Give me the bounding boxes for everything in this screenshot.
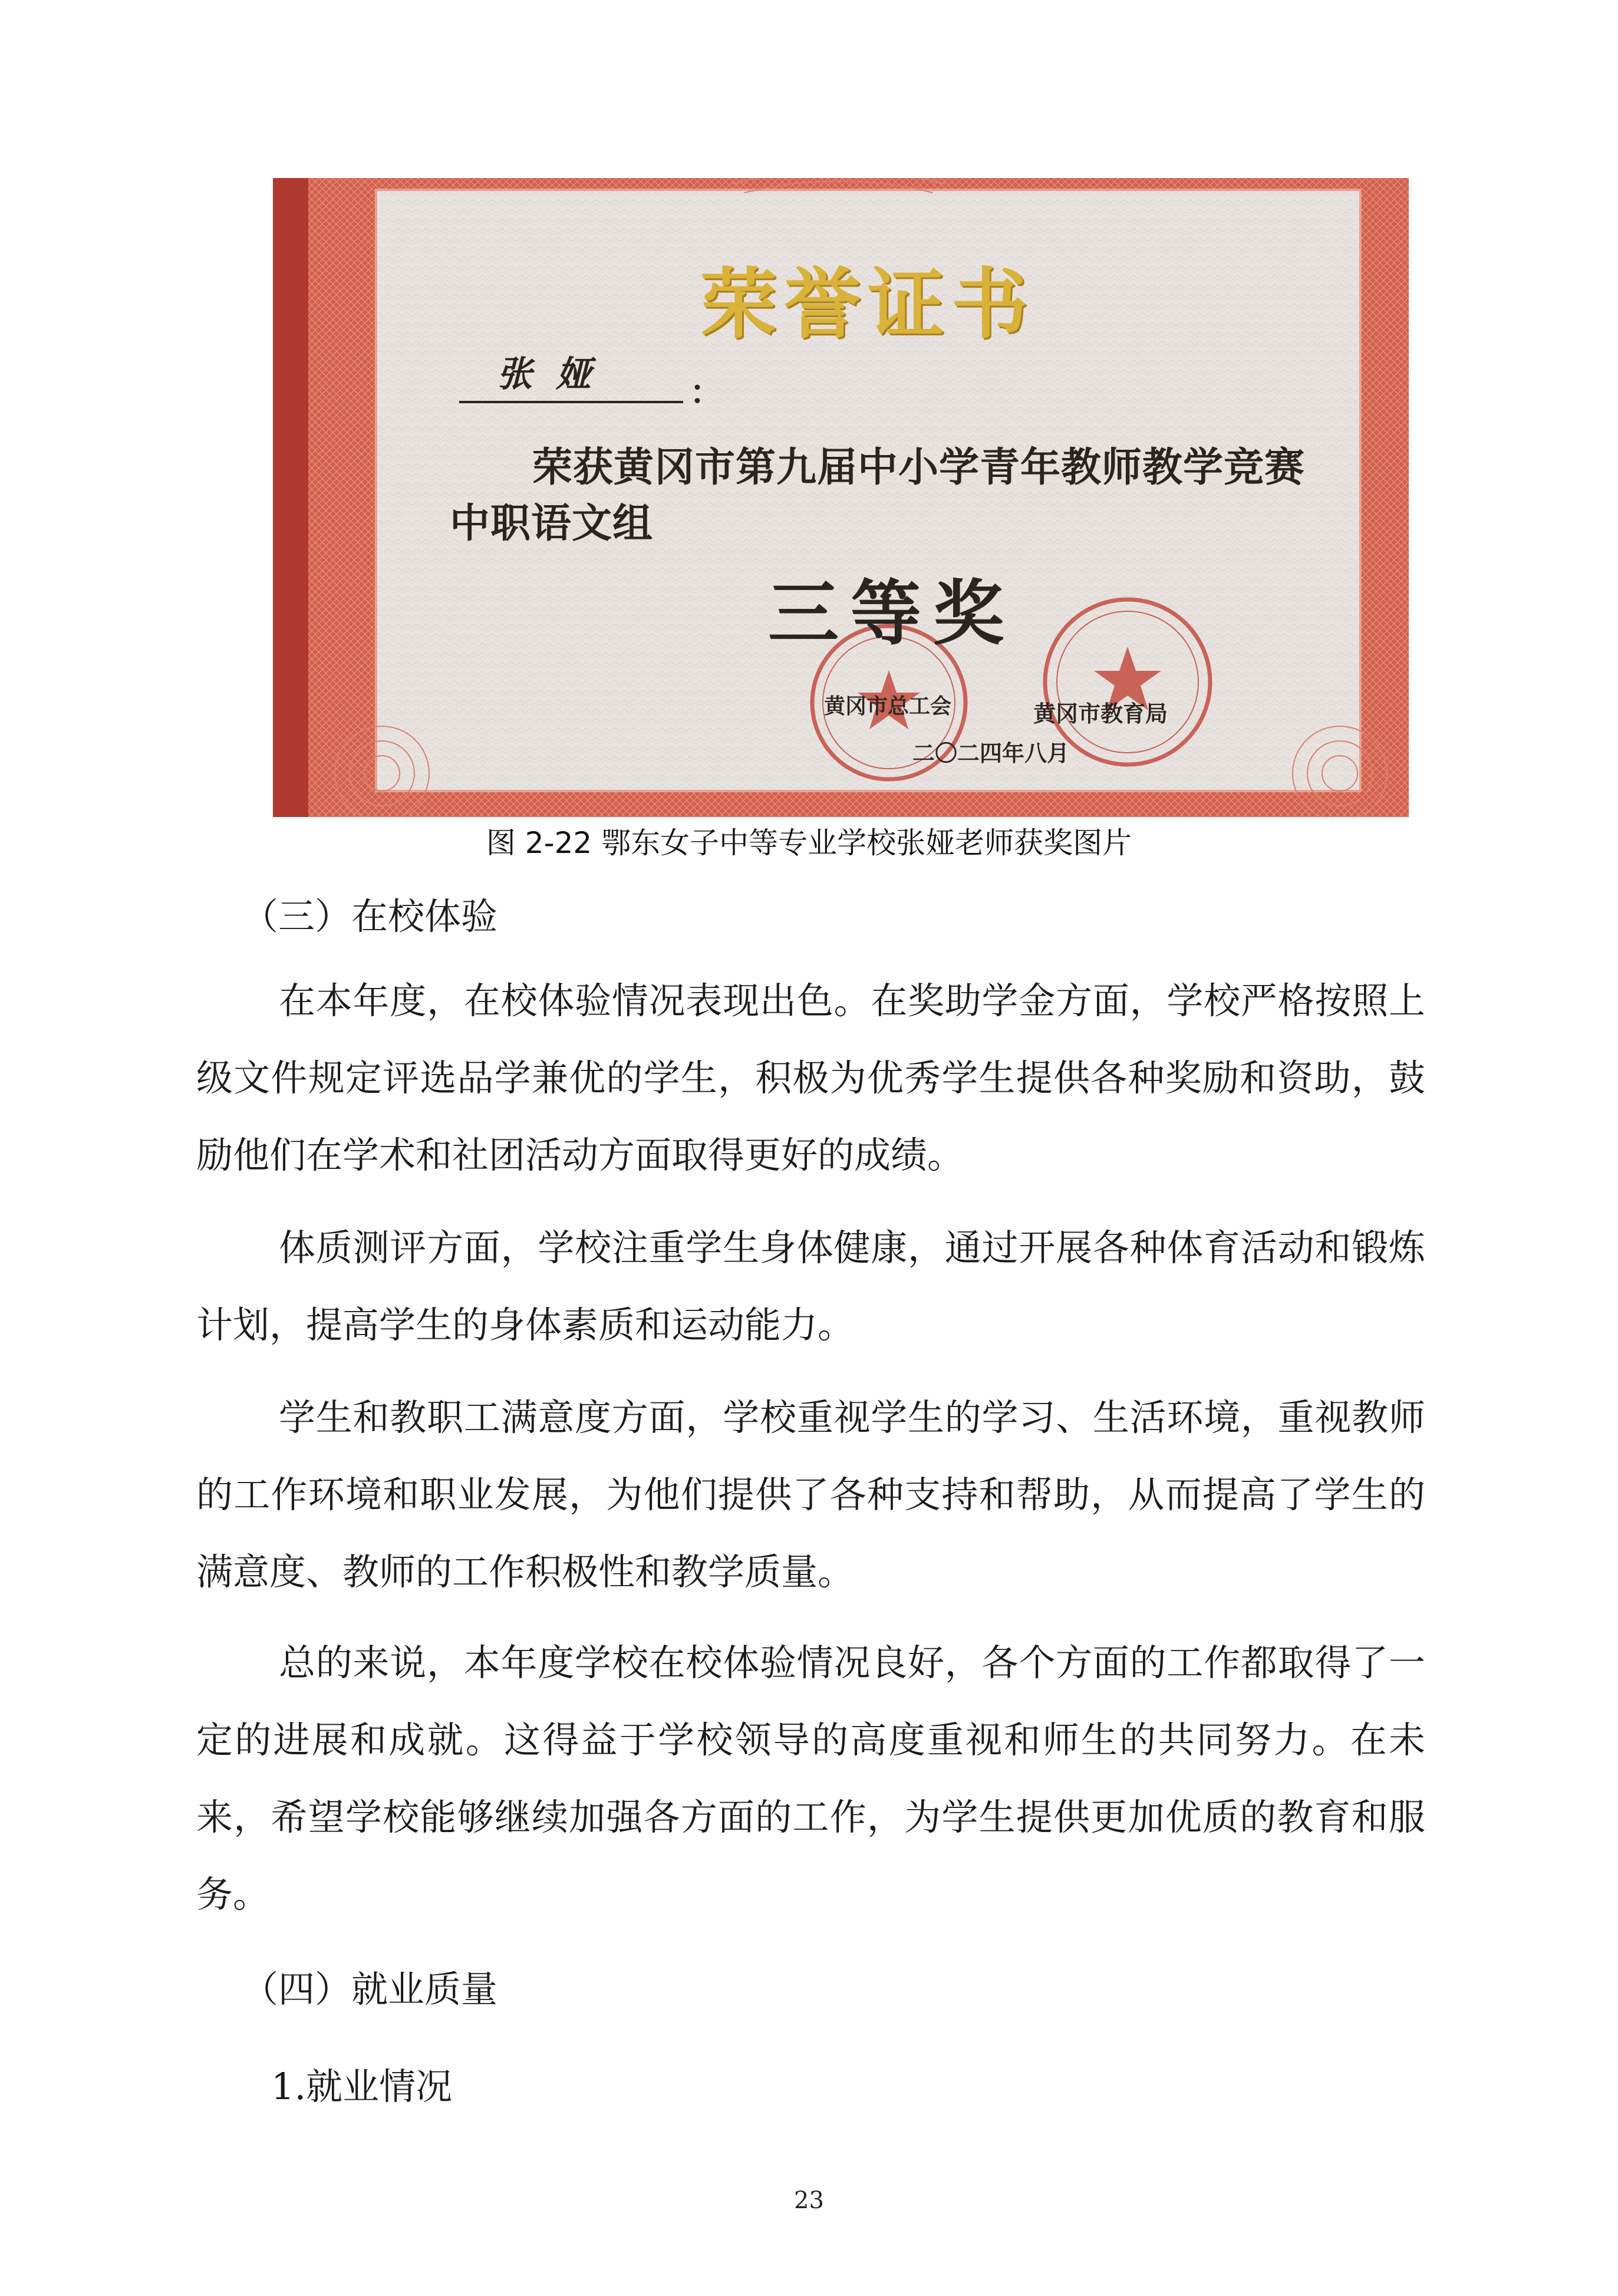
- section4-subheading: 1.就业情况: [271, 2065, 453, 2108]
- certificate-body-line2: 中职语文组: [450, 500, 654, 547]
- certificate-colon: ：: [690, 373, 723, 412]
- section3-paragraph: 总的来说，本年度学校在校体验情况良好，各个方面的工作都取得了一定的进展和成就。这得益于学校领导的高度重视和师生的共同努力。在未来，希望学校能够继续加强各方面的工作，为学生提供更加优质的教育和服务。: [196, 1641, 1425, 1916]
- section3-paragraph: 学生和教职工满意度方面，学校重视学生的学习、生活环境，重视教师的工作环境和职业发展，为他们提供了各种支持和帮助，从而提高了学生的满意度、教师的工作积极性和教学质量。: [196, 1396, 1425, 1593]
- certificate-title: 荣誉证书: [700, 259, 1036, 349]
- certificate-issuer-2: 黄冈市教育局: [1033, 700, 1168, 727]
- section3-paragraph: 体质测评方面，学校注重学生身体健康，通过开展各种体育活动和锻炼计划，提高学生的身体素质和运动能力。: [196, 1226, 1425, 1346]
- recipient-underline: [459, 401, 683, 403]
- section3-heading: （三）在校体验: [242, 895, 498, 938]
- certificate-award: 三等奖: [768, 572, 1016, 655]
- certificate-recipient: 张娅: [497, 354, 615, 395]
- figure-caption: 图 2-22 鄂东女子中等专业学校张娅老师获奖图片: [486, 826, 1132, 860]
- page-number: 23: [794, 2187, 824, 2214]
- certificate-date: 二〇二四年八月: [912, 740, 1070, 766]
- certificate-body-line1: 荣获黄冈市第九届中小学青年教师教学竞赛: [532, 444, 1306, 491]
- certificate-photo: [273, 178, 1409, 817]
- certificate-issuer-1: 黄冈市总工会: [824, 694, 952, 719]
- section4-heading: （四）就业质量: [242, 1968, 498, 2011]
- section3-paragraph: 在本年度，在校体验情况表现出色。在奖助学金方面，学校严格按照上级文件规定评选品学兼优的学生，积极为优秀学生提供各种奖励和资助，鼓励他们在学术和社团活动方面取得更好的成绩。: [196, 979, 1425, 1177]
